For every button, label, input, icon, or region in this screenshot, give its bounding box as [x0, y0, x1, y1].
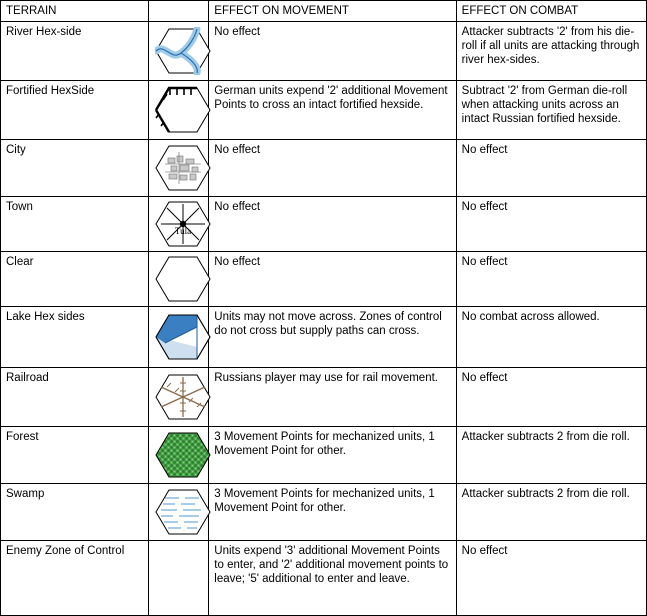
movement-effect: No effect [209, 22, 456, 81]
terrain-icon-cell [149, 484, 209, 541]
movement-effect: Units expend '3' additional Movement Points to enter, and '2' additional movement points to leave; '5' additional to enter and leave. [209, 541, 456, 616]
terrain-name: Lake Hex sides [1, 307, 149, 368]
terrain-icon-cell [149, 140, 209, 197]
combat-effect: No effect [456, 541, 646, 616]
table-row [1, 140, 647, 197]
terrain-name: Swamp [1, 484, 149, 541]
movement-effect: 3 Movement Points for mechanized units, 1 Movement Point for other. [209, 427, 456, 484]
terrain-icon-cell [149, 307, 209, 368]
movement-effect: No effect [209, 197, 456, 252]
forest-hex-icon [154, 430, 212, 480]
combat-effect: No combat across allowed. [456, 307, 646, 368]
terrain-icon-cell [149, 368, 209, 427]
terrain-icon-cell [149, 541, 209, 616]
table-header-row [1, 1, 647, 22]
movement-effect: Russians player may use for rail movement. [209, 368, 456, 427]
table-row [1, 368, 647, 427]
combat-effect: Attacker subtracts 2 from die roll. [456, 484, 646, 541]
header-movement: EFFECT ON MOVEMENT [209, 1, 456, 22]
movement-effect: No effect [209, 140, 456, 197]
combat-effect: Attacker subtracts 2 from die roll. [456, 427, 646, 484]
empty-icon [154, 544, 212, 612]
combat-effect: No effect [456, 252, 646, 307]
combat-effect: No effect [456, 368, 646, 427]
terrain-icon-cell [149, 252, 209, 307]
lake-hexside-hex-icon [154, 310, 212, 364]
movement-effect: No effect [209, 252, 456, 307]
clear-hex-icon [154, 255, 212, 303]
terrain-name: Fortified HexSide [1, 81, 149, 140]
movement-effect: 3 Movement Points for mechanized units, 1 Movement Point for other. [209, 484, 456, 541]
swamp-hex-icon [154, 487, 212, 537]
table-row [1, 252, 647, 307]
table-row [1, 22, 647, 81]
terrain-icon-cell [149, 197, 209, 252]
terrain-icon-cell [149, 81, 209, 140]
header-icon [149, 1, 209, 22]
terrain-icon-cell [149, 22, 209, 81]
railroad-hex-icon [154, 371, 212, 423]
terrain-name: Town [1, 197, 149, 252]
combat-effect: No effect [456, 140, 646, 197]
terrain-name: City [1, 140, 149, 197]
river-hexside-hex-icon [154, 25, 212, 77]
combat-effect: No effect [456, 197, 646, 252]
table-row [1, 81, 647, 140]
header-combat: EFFECT ON COMBAT [456, 1, 646, 22]
terrain-name: Enemy Zone of Control [1, 541, 149, 616]
fortified-hexside-hex-icon [154, 84, 212, 136]
table-row [1, 541, 647, 616]
city-hex-icon [154, 143, 212, 193]
terrain-name: River Hex-side [1, 22, 149, 81]
town-icon-label: Tula [175, 226, 192, 237]
terrain-name: Forest [1, 427, 149, 484]
terrain-name: Clear [1, 252, 149, 307]
header-terrain: TERRAIN [1, 1, 149, 22]
table-row [1, 484, 647, 541]
table-row [1, 427, 647, 484]
terrain-icon-cell [149, 427, 209, 484]
movement-effect: German units expend '2' additional Movement Points to cross an intact fortified hexside. [209, 81, 456, 140]
terrain-name: Railroad [1, 368, 149, 427]
town-hex-icon [154, 200, 212, 248]
table-row [1, 197, 647, 252]
movement-effect: Units may not move across. Zones of control do not cross but supply paths can cross. [209, 307, 456, 368]
combat-effect: Subtract '2' from German die-roll when attacking units across an intact Russian fortified hexside. [456, 81, 646, 140]
combat-effect: Attacker subtracts '2' from his die-roll if all units are attacking through river hex-sides. [456, 22, 646, 81]
table-row [1, 307, 647, 368]
